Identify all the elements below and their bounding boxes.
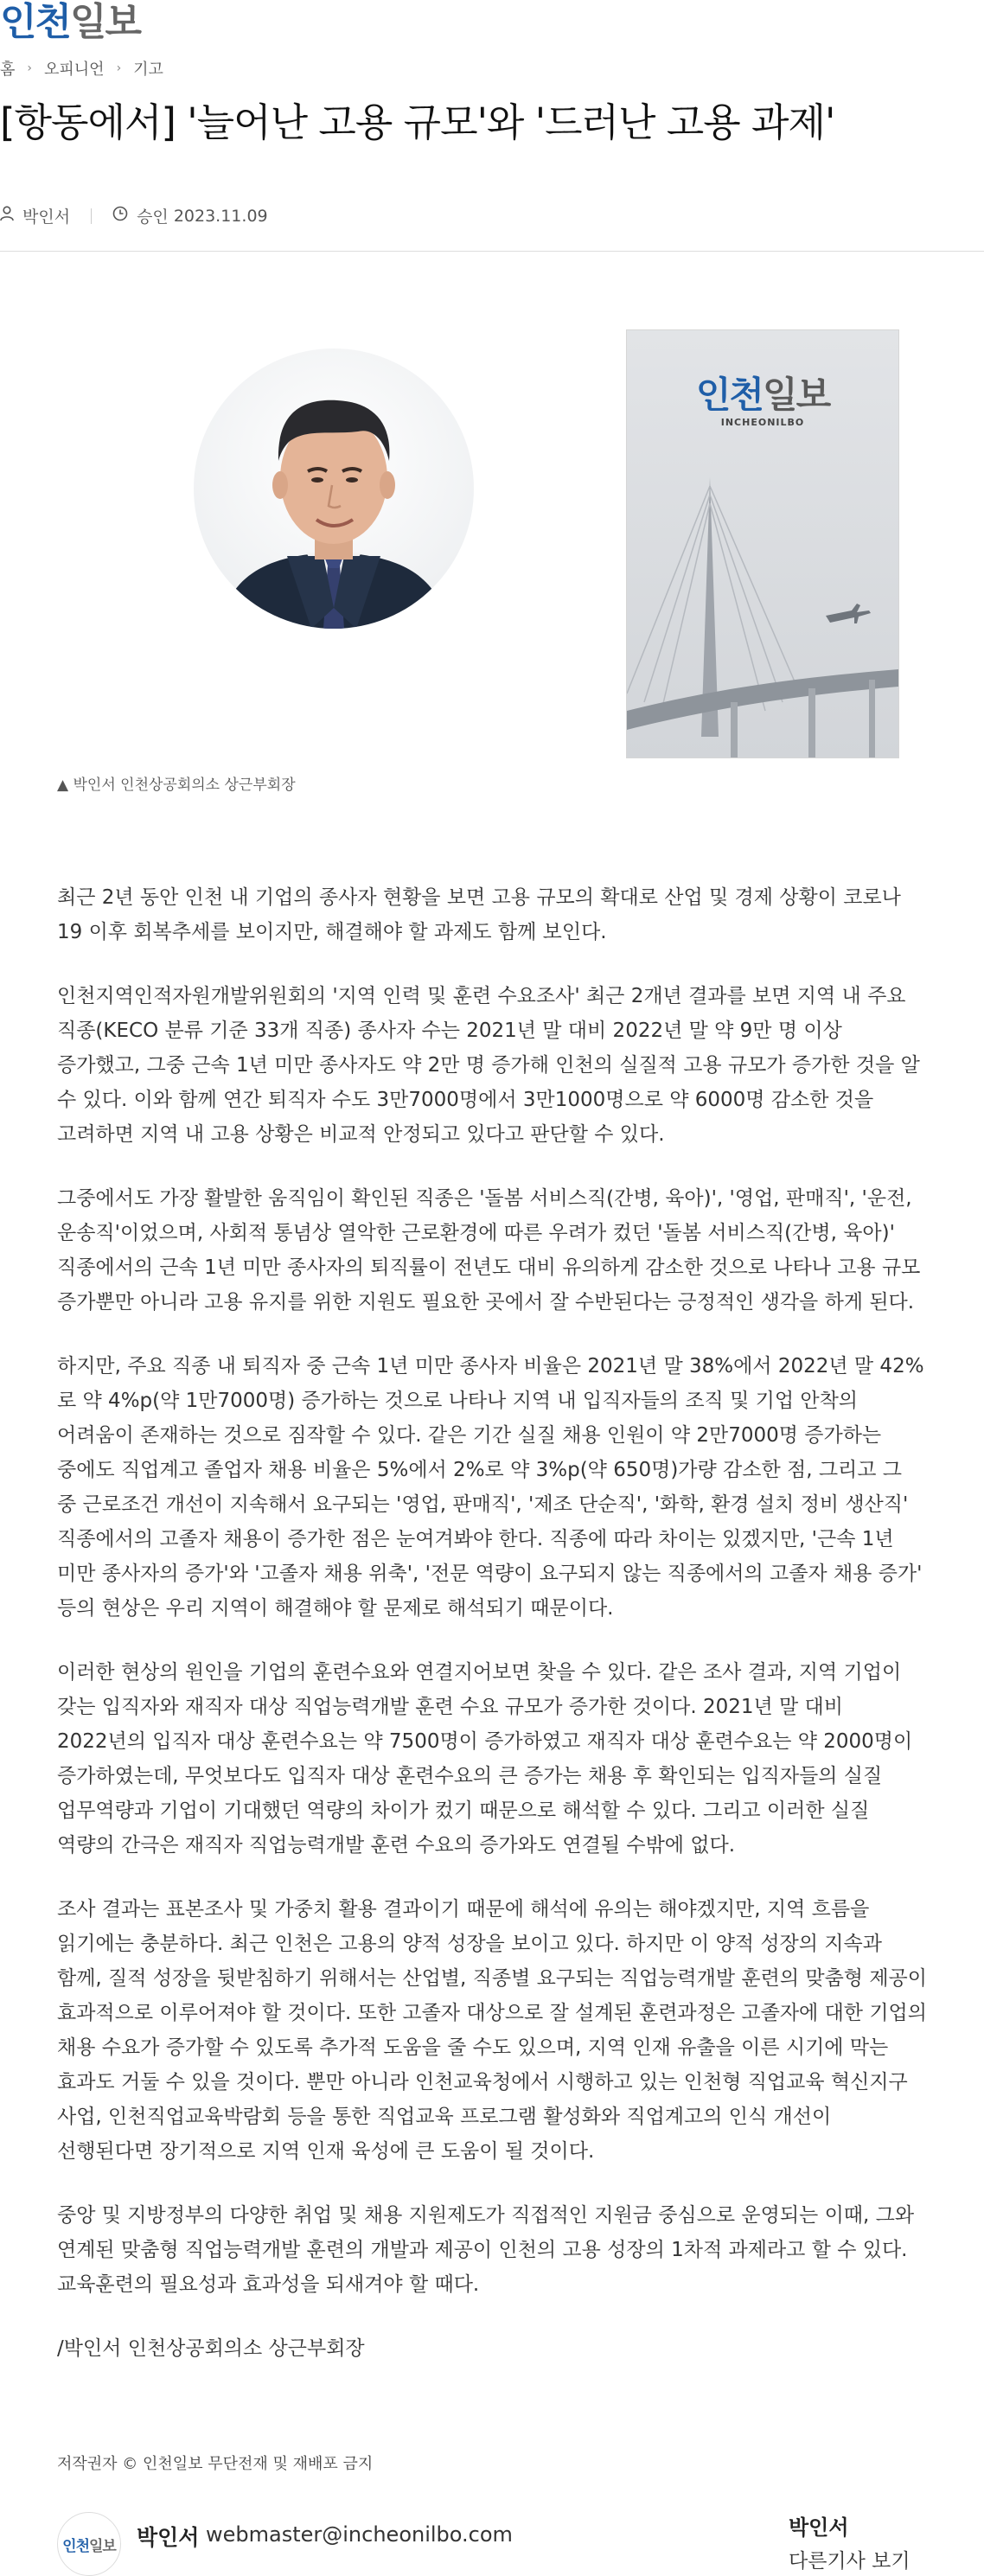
logo-part2: 일보	[70, 0, 141, 44]
breadcrumb-section[interactable]: 오피니언	[44, 61, 105, 79]
photo-caption: ▲ 박인서 인천상공회의소 상근부회장	[57, 777, 296, 794]
copyright-notice: 저작권자 © 인천일보 무단전재 및 재배포 금지	[57, 2455, 374, 2473]
logo-part1: 인천	[0, 0, 71, 44]
card-logo-part1: 인천	[695, 374, 763, 416]
paragraph: 조사 결과는 표본조사 및 가중치 활용 결과이기 때문에 해석에 유의는 해야겠지만, 지역 흐름을 읽기에는 충분하다. 최근 인천은 고용의 양적 성장을 보이고 있다. 하지만 이 양적 성장의 지속과 함께, 질적 성장을 뒷받침하기 위해서는 산업별, 직종별 요구되는 직업능력개발 훈련의 맞춤형 제공이 효과적으로 이루어져야 할 것이다. 또한 고졸자 대상으로 잘 설계된 훈련과정은 고졸자에 대한 기업의 채용 수요가 증가할 수 있도록 추가적 도움을 줄 수도 있으며, 지역 인재 유출을 이른 시기에 막는 효과도 거둘 수 있을 것이다. 뿐만 아니라 인천교육청에서 시행하고 있는 인천형 직업교육 혁신지구 사업, 인천직업교육박람회 등을 통한 직업교육 프로그램 활성화와 직업계고의 인식 개선이 선행된다면 장기적으로 지역 인재 육성에 큰 도움이 될 것이다.	[57, 1898, 927, 2163]
author-name: 박인서	[22, 208, 71, 227]
chevron-right-icon: ›	[27, 61, 32, 75]
card-logo	[627, 367, 898, 419]
paragraph: 그중에서도 가장 활발한 움직임이 확인된 직종은 '돌봄 서비스직(간병, 육아)', '영업, 판매직', '운전, 운송직'이었으며, 사회적 통념상 열악한 근로환경에 따른 우려가 컸던 '돌봄 서비스직(간병, 육아)' 직종에서의 근속 1년 미만 종사자의 퇴직률이 전년도 대비 유의하게 감소한 것으로 나타나 고용 규모 증가뿐만 아니라 고용 유지를 위한 지원도 필요한 곳에서 잘 수반된다는 긍정적인 생각을 하게 된다.	[57, 1187, 921, 1314]
author-signature: /박인서 인천상공회의소 상근부회장	[57, 2337, 365, 2360]
author-photo	[194, 348, 474, 629]
approved-label: 승인	[137, 208, 169, 227]
breadcrumb-home[interactable]: 홈	[0, 61, 16, 79]
card-logo-sub: INCHEONILBO	[720, 417, 805, 428]
more-articles-link[interactable]: 다른기사 보기	[789, 2550, 911, 2573]
paragraph: 중앙 및 지방정부의 다양한 취업 및 채용 지원제도가 직접적인 지원금 중심으로 운영되는 이때, 그와 연계된 맞춤형 직업능력개발 훈련의 개발과 제공이 인천의 고용 성장의 1차적 과제라고 할 수 있다. 교육훈련의 필요성과 효과성을 되새겨야 할 때다.	[57, 2204, 915, 2296]
site-logo[interactable]	[0, 0, 140, 45]
article-meta	[0, 204, 268, 227]
clock-icon	[112, 206, 128, 226]
card-logo-part2: 일보	[763, 374, 830, 416]
user-icon	[0, 206, 14, 226]
author-box	[57, 2503, 927, 2573]
article-body	[57, 880, 927, 2388]
paragraph: 이러한 현상의 원인을 기업의 훈련수요와 연결지어보면 찾을 수 있다. 같은 조사 결과, 지역 기업이 갖는 입직자와 재직자 대상 직업능력개발 훈련 수요 규모가 증가한 것이다. 2021년 말 대비 2022년의 입직자 대상 훈련수요는 약 7500명이 증가하였고 재직자 대상 훈련수요는 약 2000명이 증가하였는데, 무엇보다도 입직자 대상 훈련수요의 큰 증가는 채용 후 확인되는 입직자들의 실질 업무역량과 기업이 기대했던 역량의 차이가 컸기 때문으로 해석할 수 있다. 그리고 이러한 실질 역량의 간극은 재직자 직업능력개발 훈련 수요의 증가와도 연결될 수밖에 없다.	[57, 1661, 913, 1857]
breadcrumb-subsection[interactable]: 기고	[133, 61, 163, 79]
avatar-logo-part2: 일보	[89, 2537, 116, 2555]
chevron-right-icon: ›	[116, 61, 122, 75]
newspaper-logo-card	[626, 329, 899, 758]
reporter-email[interactable]: webmaster@incheonilbo.com	[206, 2522, 513, 2547]
meta-divider	[91, 208, 92, 224]
paragraph: 하지만, 주요 직종 내 퇴직자 중 근속 1년 미만 종사자 비율은 2021년 말 38%에서 2022년 말 42%로 약 4%p(약 1만7000명) 증가하는 것으로 나타나 지역 내 입직자들의 조직 및 기업 안착의 어려움이 존재하는 것으로 짐작할 수 있다. 같은 기간 실질 채용 인원이 약 2만7000명 증가하는 중에도 직업계고 졸업자 채용 비율은 5%에서 2%로 약 3%p(약 650명)가량 감소한 점, 그리고 그 중 근로조건 개선이 지속해서 요구되는 '영업, 판매직', '제조 단순직', '화학, 환경 설치 정비 생산직' 직종에서의 고졸자 채용이 증가한 점은 눈여겨봐야 한다. 직종에 따라 차이는 있겠지만, '근속 1년 미만 종사자의 증가'와 '고졸자 채용 위축', '전문 역량이 요구되지 않는 직종에서의 고졸자 채용 증가' 등의 현상은 우리 지역이 해결해야 할 문제로 해석되기 때문이다.	[57, 1355, 924, 1620]
publish-date: 2023.11.09	[173, 206, 268, 226]
reporter-name: 박인서	[137, 2525, 200, 2550]
reporter-avatar	[57, 2512, 121, 2576]
paragraph: 최근 2년 동안 인천 내 기업의 종사자 현황을 보면 고용 규모의 확대로 산업 및 경제 상황이 코로나 19 이후 회복추세를 보이지만, 해결해야 할 과제도 함께 보인다.	[57, 886, 901, 943]
paragraph: 인천지역인적자원개발위원회의 '지역 인력 및 훈련 수요조사' 최근 2개년 결과를 보면 지역 내 주요 직종(KECO 분류 기준 33개 직종) 종사자 수는 2021년 말 대비 2022년 말 약 9만 명 이상 증가했고, 그중 근속 1년 미만 종사자도 약 2만 명 증가해 인천의 실질적 고용 규모가 증가한 것을 알 수 있다. 이와 함께 연간 퇴직자 수도 3만7000명에서 3만1000명으로 약 6000명 감소한 것을 고려하면 지역 내 고용 상황은 비교적 안정되고 있다고 판단할 수 있다.	[57, 985, 920, 1146]
header-divider	[0, 251, 984, 252]
avatar-logo-part1: 인천	[62, 2537, 89, 2555]
article-title: [항동에서] '늘어난 고용 규모'와 '드러난 고용 과제'	[0, 99, 835, 145]
reporter-side-name: 박인서	[789, 2515, 849, 2540]
breadcrumb	[0, 57, 163, 80]
